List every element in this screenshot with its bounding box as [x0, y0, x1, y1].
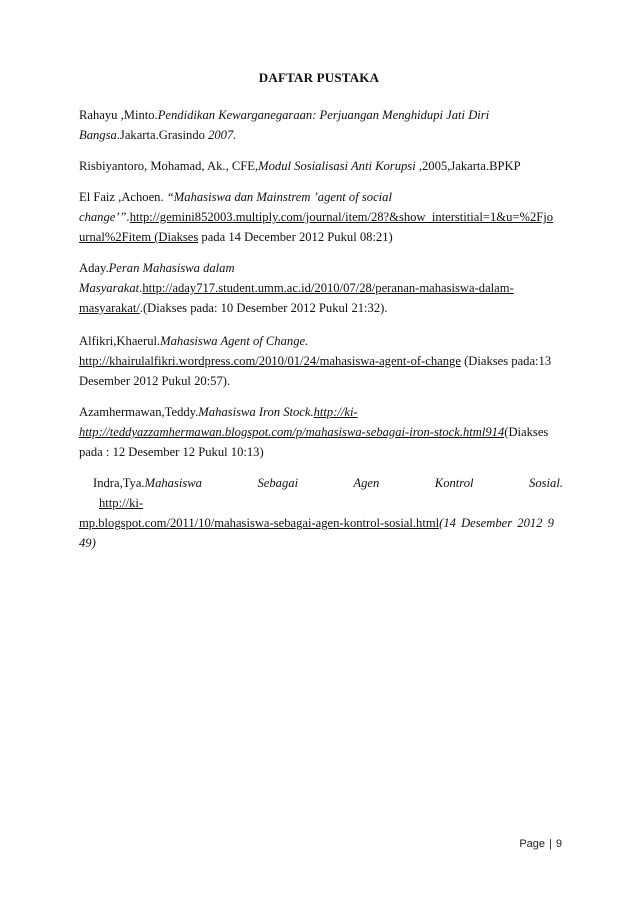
page-title: DAFTAR PUSTAKA: [258, 70, 380, 85]
entry-title-cont: Bangsa: [79, 128, 117, 142]
entry-url-link[interactable]: http://khairulalfikri.wordpress.com/2010/01/24/mahasiswa-agent-of-change: [79, 354, 461, 368]
entry-title: Pendidikan Kewarganegaraan: Perjuangan Menghidupi Jati Diri: [157, 108, 490, 122]
entry-access-date-cont: Desember 2012 Pukul 20:57).: [79, 374, 231, 388]
entry-author: Rahayu ,Minto.: [79, 108, 158, 122]
entry-url-link-cont[interactable]: mp.blogspot.com/2011/10/mahasiswa-sebagai-agen-kontrol-sosial.html: [79, 516, 440, 530]
entry-access-date: (14 Desember 2012 9: [439, 516, 554, 530]
page-footer: [519, 838, 562, 850]
entry-author: El Faiz ,Achoen.: [79, 190, 167, 204]
entry-url-link[interactable]: http://ki-: [313, 405, 358, 419]
page-separator: |: [549, 838, 552, 850]
entry-author: Azamhermawan,Teddy.: [79, 405, 199, 419]
bibliography-entry-risbiyantoro: [79, 156, 563, 176]
entry-url-link[interactable]: http://gemini852003.multiply.com/journal/item/28?&show_interstitial=1&u=%2Fjo: [129, 210, 554, 224]
bibliography-list: [79, 105, 563, 564]
entry-title: Mahasiswa Iron Stock.: [198, 405, 314, 419]
entry-author: Alfikri,Khaerul.: [79, 334, 161, 348]
entry-access-date: pada 14 December 2012 Pukul 08:21): [198, 230, 393, 244]
entry-title: Mahasiswa Agent of Change.: [160, 334, 309, 348]
entry-title: Mahasiswa Sebagai Agen Kontrol Sosial.: [144, 476, 563, 490]
bibliography-entry-azamhermawan: [79, 402, 563, 462]
entry-author: Aday.: [79, 261, 109, 275]
entry-url-link[interactable]: http://ki-: [99, 496, 144, 510]
entry-access-date: (Diakses pada:13: [460, 354, 552, 368]
entry-second-line: [79, 513, 563, 553]
entry-access-date-cont: 49): [79, 536, 96, 550]
entry-title: Peran Mahasiswa dalam: [108, 261, 235, 275]
entry-access-date: (Diakses: [504, 425, 549, 439]
bibliography-entry-rahayu: [79, 105, 563, 145]
entry-title: Modul Sosialisasi Anti Korupsi: [258, 159, 416, 173]
entry-access-date-cont: pada : 12 Desember 12 Pukul 10:13): [79, 445, 264, 459]
entry-title-cont: Masyarakat: [79, 281, 140, 295]
entry-publisher: ,2005,Jakarta.BPKP: [415, 159, 521, 173]
bibliography-entry-indra: [79, 473, 563, 553]
entry-title: “Mahasiswa dan Mainstrem ’agent of social: [166, 190, 392, 204]
entry-author: Risbiyantoro, Mohamad, Ak., CFE,: [79, 159, 259, 173]
bibliography-entry-alfikri: [79, 331, 563, 391]
entry-url-link-cont[interactable]: http://teddyazzamhermawan.blogspot.com/p/mahasiswa-sebagai-iron-stock.html914: [79, 425, 505, 439]
entry-url-link[interactable]: http://aday717.student.umm.ac.id/2010/07/28/peranan-mahasiswa-dalam-: [142, 281, 514, 295]
entry-access-date: .(Diakses pada: 10 Desember 2012 Pukul 21:32).: [139, 301, 388, 315]
page-number: 9: [555, 838, 562, 850]
bibliography-entry-elfaiz: [79, 187, 563, 247]
entry-first-line: [79, 473, 563, 513]
page-label: Page: [519, 838, 546, 850]
entry-title-cont: change’”.: [79, 210, 130, 224]
entry-separator: .: [139, 281, 143, 295]
entry-year: 2007.: [208, 128, 237, 142]
bibliography-entry-aday: [79, 258, 563, 318]
entry-publisher: .Jakarta.Grasindo: [116, 128, 209, 142]
entry-author: Indra,Tya.: [93, 476, 145, 490]
entry-url-link-cont[interactable]: masyarakat/: [79, 301, 140, 315]
entry-url-link-cont[interactable]: urnal%2Fitem (Diakses: [79, 230, 199, 244]
